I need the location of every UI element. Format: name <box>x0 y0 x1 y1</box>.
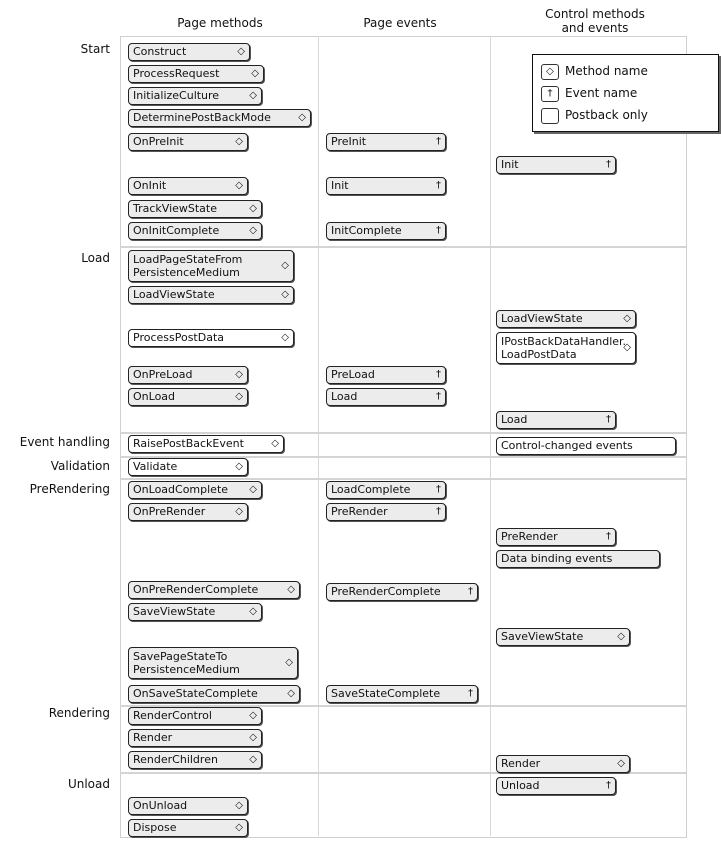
method-icon: ◇ <box>249 203 257 214</box>
stage-unload: Unload <box>67 777 110 791</box>
control-data-binding-events: Data binding events <box>496 550 660 568</box>
method-on-save-state-complete: OnSaveStateComplete ◇ <box>128 685 300 703</box>
header-control-line1: Control methods <box>545 7 645 21</box>
method-icon: ◇ <box>249 484 257 495</box>
stage-divider-prerendering <box>120 478 686 480</box>
method-track-viewstate: TrackViewState ◇ <box>128 200 262 218</box>
stage-start: Start <box>80 42 110 56</box>
method-process-request: ProcessRequest ◇ <box>128 65 264 83</box>
method-icon: ◇ <box>251 68 259 79</box>
control-ipostback-load-post-data: IPostBackDataHandler. LoadPostData ◇ <box>496 332 636 364</box>
event-init: Init † <box>326 177 446 195</box>
control-load-viewstate: LoadViewState ◇ <box>496 310 636 328</box>
method-render-control: RenderControl ◇ <box>128 707 262 725</box>
event-load: Load † <box>326 388 446 406</box>
event-save-state-complete: SaveStateComplete † <box>326 685 478 703</box>
header-page-events: Page events <box>363 16 437 30</box>
method-icon: ◇ <box>249 710 257 721</box>
method-icon: ◇ <box>285 657 293 668</box>
legend-event-label: Event name <box>565 86 638 100</box>
method-icon: ◇ <box>235 391 243 402</box>
stage-divider-event-handling <box>120 432 686 434</box>
stage-event-handling: Event handling <box>19 435 110 449</box>
event-icon: † <box>436 180 441 191</box>
legend <box>532 54 719 132</box>
control-unload: Unload † <box>496 777 616 795</box>
legend-method-label: Method name <box>565 64 648 78</box>
stage-prerendering: PreRendering <box>29 482 110 496</box>
method-validate: Validate ◇ <box>128 458 248 476</box>
control-render: Render ◇ <box>496 755 630 773</box>
method-icon: ◇ <box>235 461 243 472</box>
event-prerender: PreRender † <box>326 503 446 521</box>
method-icon: ◇ <box>281 332 289 343</box>
method-save-page-state: SavePageStateTo PersistenceMedium ◇ <box>128 647 298 679</box>
event-init-complete: InitComplete † <box>326 222 446 240</box>
method-icon: ◇ <box>623 342 631 353</box>
method-render: Render ◇ <box>128 729 262 747</box>
method-construct: Construct ◇ <box>128 43 250 61</box>
method-icon: ◇ <box>298 112 306 123</box>
method-process-post-data: ProcessPostData ◇ <box>128 329 294 347</box>
event-icon: † <box>436 369 441 380</box>
method-on-init-complete: OnInitComplete ◇ <box>128 222 262 240</box>
method-icon: ◇ <box>249 90 257 101</box>
method-on-unload: OnUnload ◇ <box>128 797 248 815</box>
method-raise-postback-event: RaisePostBackEvent ◇ <box>128 435 284 453</box>
method-icon: ◇ <box>249 606 257 617</box>
method-on-load: OnLoad ◇ <box>128 388 248 406</box>
method-icon: ◇ <box>235 180 243 191</box>
event-prerender-complete: PreRenderComplete † <box>326 583 478 601</box>
method-on-preinit: OnPreInit ◇ <box>128 133 248 151</box>
method-save-viewstate: SaveViewState ◇ <box>128 603 262 621</box>
legend-postback-row <box>541 107 648 124</box>
method-initialize-culture: InitializeCulture ◇ <box>128 87 262 105</box>
event-preload: PreLoad † <box>326 366 446 384</box>
event-icon: † <box>436 391 441 402</box>
method-dispose: Dispose ◇ <box>128 819 248 837</box>
method-icon: ◇ <box>287 688 295 699</box>
method-icon: ◇ <box>235 136 243 147</box>
event-icon: † <box>606 531 611 542</box>
method-icon: ◇ <box>623 313 631 324</box>
method-render-children: RenderChildren ◇ <box>128 751 262 769</box>
stage-load: Load <box>81 251 110 265</box>
event-icon: † <box>436 484 441 495</box>
method-icon: ◇ <box>271 438 279 449</box>
method-on-load-complete: OnLoadComplete ◇ <box>128 481 262 499</box>
legend-method-row <box>541 63 648 80</box>
control-init: Init † <box>496 156 616 174</box>
method-icon: ◇ <box>281 289 289 300</box>
method-load-page-state: LoadPageStateFrom PersistenceMedium ◇ <box>128 250 294 282</box>
event-icon: † <box>606 780 611 791</box>
method-on-init: OnInit ◇ <box>128 177 248 195</box>
method-icon: ◇ <box>249 225 257 236</box>
method-icon: ◇ <box>235 369 243 380</box>
method-icon: ◇ <box>235 506 243 517</box>
method-symbol-icon: ◇ <box>541 64 559 80</box>
control-load: Load † <box>496 411 616 429</box>
stage-validation: Validation <box>50 459 110 473</box>
method-icon: ◇ <box>249 754 257 765</box>
event-icon: † <box>436 225 441 236</box>
postback-swatch-icon <box>541 108 559 124</box>
header-control-line2: and events <box>561 21 629 35</box>
stage-rendering: Rendering <box>48 706 110 720</box>
method-icon: ◇ <box>617 631 625 642</box>
column-divider-2 <box>490 36 491 836</box>
legend-event-row <box>541 85 637 102</box>
method-load-viewstate: LoadViewState ◇ <box>128 286 294 304</box>
method-icon: ◇ <box>235 800 243 811</box>
event-preinit: PreInit † <box>326 133 446 151</box>
event-icon: † <box>436 136 441 147</box>
legend-postback-label: Postback only <box>565 108 648 122</box>
event-icon: † <box>468 688 473 699</box>
method-on-prerender-complete: OnPreRenderComplete ◇ <box>128 581 300 599</box>
method-icon: ◇ <box>237 46 245 57</box>
event-symbol-icon: † <box>541 86 559 102</box>
event-icon: † <box>606 159 611 170</box>
method-icon: ◇ <box>287 584 295 595</box>
column-divider-1 <box>318 36 319 836</box>
method-icon: ◇ <box>281 260 289 271</box>
event-load-complete: LoadComplete † <box>326 481 446 499</box>
method-on-prerender: OnPreRender ◇ <box>128 503 248 521</box>
stage-divider-load <box>120 246 686 248</box>
method-icon: ◇ <box>249 732 257 743</box>
method-icon: ◇ <box>617 758 625 769</box>
event-icon: † <box>468 586 473 597</box>
control-save-viewstate: SaveViewState ◇ <box>496 628 630 646</box>
method-on-preload: OnPreLoad ◇ <box>128 366 248 384</box>
control-prerender: PreRender † <box>496 528 616 546</box>
header-page-methods: Page methods <box>177 16 263 30</box>
event-icon: † <box>436 506 441 517</box>
header-control <box>500 7 690 35</box>
event-icon: † <box>606 414 611 425</box>
method-determine-postback-mode: DeterminePostBackMode ◇ <box>128 109 311 127</box>
control-changed-events: Control-changed events <box>496 437 676 455</box>
method-icon: ◇ <box>235 822 243 833</box>
